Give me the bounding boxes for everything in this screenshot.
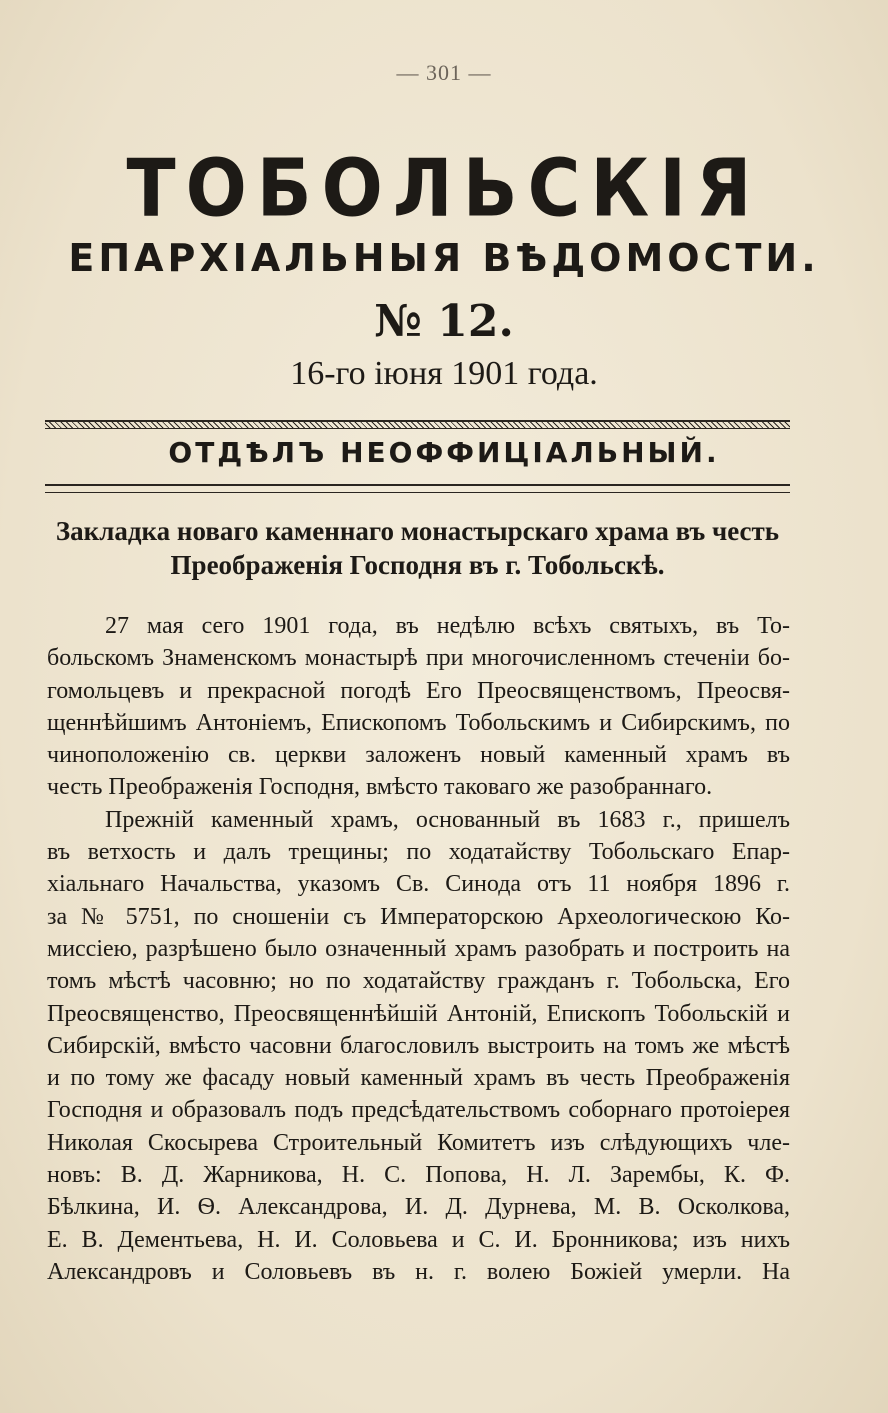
text-line: гомольцевъ и прекрасной погодѣ Его Преосвященствомъ, Преосвя-: [47, 677, 790, 704]
page-number: — 301 —: [396, 60, 492, 85]
headline-line-2: Преображенія Господня въ г. Тобольскѣ.: [170, 550, 665, 580]
masthead-subtitle: ЕПАРХІАЛЬНЫЯ ВѢДОМОСТИ.: [68, 236, 820, 280]
text-line: Господня и образовалъ подъ предсѣдательствомъ соборнаго протоіерея: [47, 1097, 790, 1124]
headline-line-1: Закладка новаго каменнаго монастырскаго храма въ честь: [55, 516, 780, 546]
issue-date: 16-го іюня 1901 года.: [290, 355, 598, 392]
text-line: томъ мѣстѣ часовню; но по ходатайству гражданъ г. Тобольска, Его: [47, 968, 790, 995]
text-line: щеннѣйшимъ Антоніемъ, Епископомъ Тобольскимъ и Сибирскимъ, по: [47, 709, 790, 736]
text-line: честь Преображенія Господня, вмѣсто таковаго же разобраннаго.: [47, 774, 713, 801]
paragraph-2: [47, 804, 790, 1288]
text-line: Александровъ и Соловьевъ въ н. г. волею Божіей умерли. На: [47, 1258, 790, 1285]
text-line: Преосвященство, Преосвященнѣйшій Антоній, Епископъ Тобольскій и: [47, 1000, 790, 1027]
text-line: миссіею, разрѣшено было означенный храмъ разобрать и построить на: [47, 935, 790, 962]
article-headline: [45, 514, 790, 582]
text-line: хіальнаго Начальства, указомъ Св. Синода отъ 11 ноября 1896 г.: [47, 871, 790, 898]
text-line: чиноположенію св. церкви заложенъ новый каменный храмъ въ: [47, 742, 790, 769]
issue-number: № 12.: [374, 296, 514, 347]
text-line: за № 5751, по сношеніи съ Императорскою Археологическою Ко-: [47, 903, 790, 930]
text-line: и по тому же фасаду новый каменный храмъ въ честь Преображенія: [47, 1065, 790, 1092]
text-line: Е. В. Дементьева, Н. И. Соловьева и С. И. Бронникова; изъ нихъ: [47, 1226, 790, 1253]
ornamental-rule-top: [45, 420, 790, 429]
text-line: Николая Скосырева Строительный Комитетъ изъ слѣдующихъ чле-: [47, 1129, 790, 1156]
section-title: ОТДѢЛЪ НЕОФФИЦІАЛЬНЫЙ.: [168, 436, 720, 469]
text-line: больскомъ Знаменскомъ монастырѣ при многочисленномъ стеченіи бо-: [47, 645, 790, 672]
article-body: [47, 610, 790, 1288]
paragraph-1: [47, 610, 790, 804]
text-line: въ ветхость и далъ трещины; по ходатайству Тобольскаго Епар-: [47, 839, 790, 866]
text-line: новъ: В. Д. Жарникова, Н. С. Попова, Н. Л. Зарембы, К. Ф.: [47, 1162, 790, 1189]
text-line: Прежній каменный храмъ, основанный въ 1683 г., пришелъ: [105, 806, 790, 833]
text-line: Сибирскій, вмѣсто часовни благословилъ выстроить на томъ же мѣстѣ: [47, 1032, 790, 1059]
section-rule-bottom: [45, 484, 790, 493]
masthead-title: ТОБОЛЬСКІЯ: [126, 141, 762, 235]
text-line: 27 мая сего 1901 года, въ недѣлю всѣхъ святыхъ, въ То-: [105, 613, 790, 639]
text-line: Бѣлкина, И. Ѳ. Александрова, И. Д. Дурнева, М. В. Осколкова,: [47, 1194, 790, 1221]
